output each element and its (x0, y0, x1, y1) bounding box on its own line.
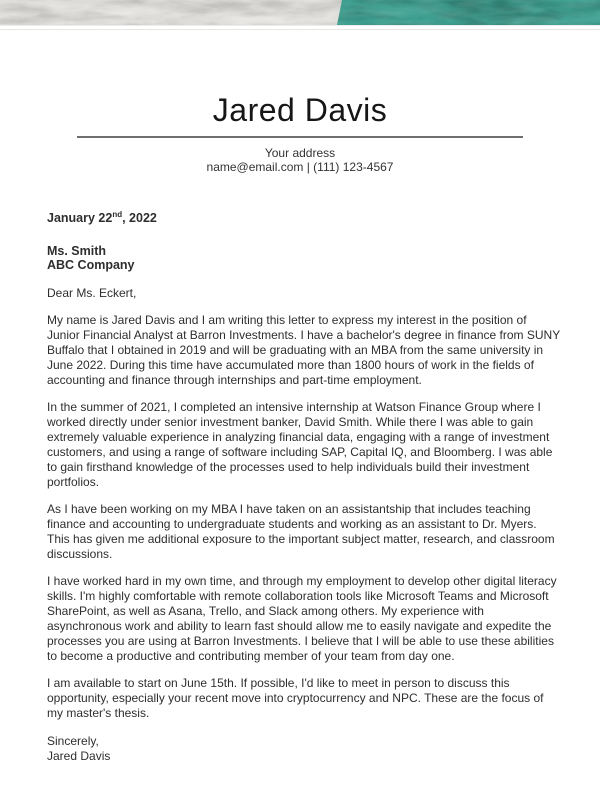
body-paragraph-2: In the summer of 2021, I completed an intensive internship at Watson Finance Group where I worked directly under senior investment banker, David Smith. While there I was able to gain extremely valuable experience in analyzing financial data, engaging with a range of investment customers, and using a range of software including SAP, Capital IQ, and Bloomberg. I was able to gain firsthand knowledge of the processes used to help individuals build their investment portfolios. (47, 400, 553, 489)
signature-name: Jared Davis (47, 749, 111, 763)
date-ordinal: nd (112, 209, 123, 219)
recipient-company: ABC Company (47, 258, 135, 272)
date-suffix: , 2022 (122, 211, 157, 225)
body-paragraph-5: I am available to start on June 15th. If possible, I'd like to meet in person to discuss this opportunity, especially your recent move into cryptocurrency and NPC. These are the focus of my master's thesis. (47, 676, 544, 720)
recipient-name: Ms. Smith (47, 244, 107, 258)
banner-shadow-line (0, 29, 600, 30)
address-line: Your address (264, 146, 336, 160)
date-line (47, 211, 560, 226)
contact-block (0, 146, 600, 174)
recipient-block (47, 244, 560, 272)
letterhead (0, 0, 600, 174)
header-divider (77, 136, 523, 138)
contact-line: name@email.com | (111) 123-4567 (206, 160, 394, 174)
header-banner (0, 0, 600, 25)
applicant-name: Jared Davis (212, 92, 388, 128)
body-paragraph-3: As I have been working on my MBA I have taken on an assistantship that includes teaching finance and accounting to undergraduate students and working as an assistant to Dr. Myers. This has given me additional exposure to the important subject matter, research, and classroom discussions. (47, 502, 555, 561)
letter-body (47, 211, 560, 764)
body-paragraph-4: I have worked hard in my own time, and through my employment to develop other digital literacy skills. I'm highly comfortable with remote collaboration tools like Microsoft Teams and Microsoft SharePoint, as well as Asana, Trello, and Slack among others. My experience with asynchronous work and ability to learn fast should allow me to easily navigate and expedite the processes you are using at Barron Investments. I believe that I will be able to use these abilities to become a productive and contributing member of your team from day one. (47, 574, 557, 663)
date-prefix: January 22 (47, 211, 113, 225)
closing-line: Sincerely, (47, 734, 99, 748)
body-paragraph-1: My name is Jared Davis and I am writing this letter to express my interest in the position of Junior Financial Analyst at Barron Investments. I have a bachelor's degree in finance from SUNY Buffalo that I obtained in 2019 and will be graduating with an MBA from the same university in June 2022. During this time have accumulated more than 1800 hours of work in the fields of accounting and finance through internships and part-time employment. (47, 313, 560, 387)
banner-texture-graphic (0, 0, 600, 25)
salutation: Dear Ms. Eckert, (47, 286, 137, 300)
